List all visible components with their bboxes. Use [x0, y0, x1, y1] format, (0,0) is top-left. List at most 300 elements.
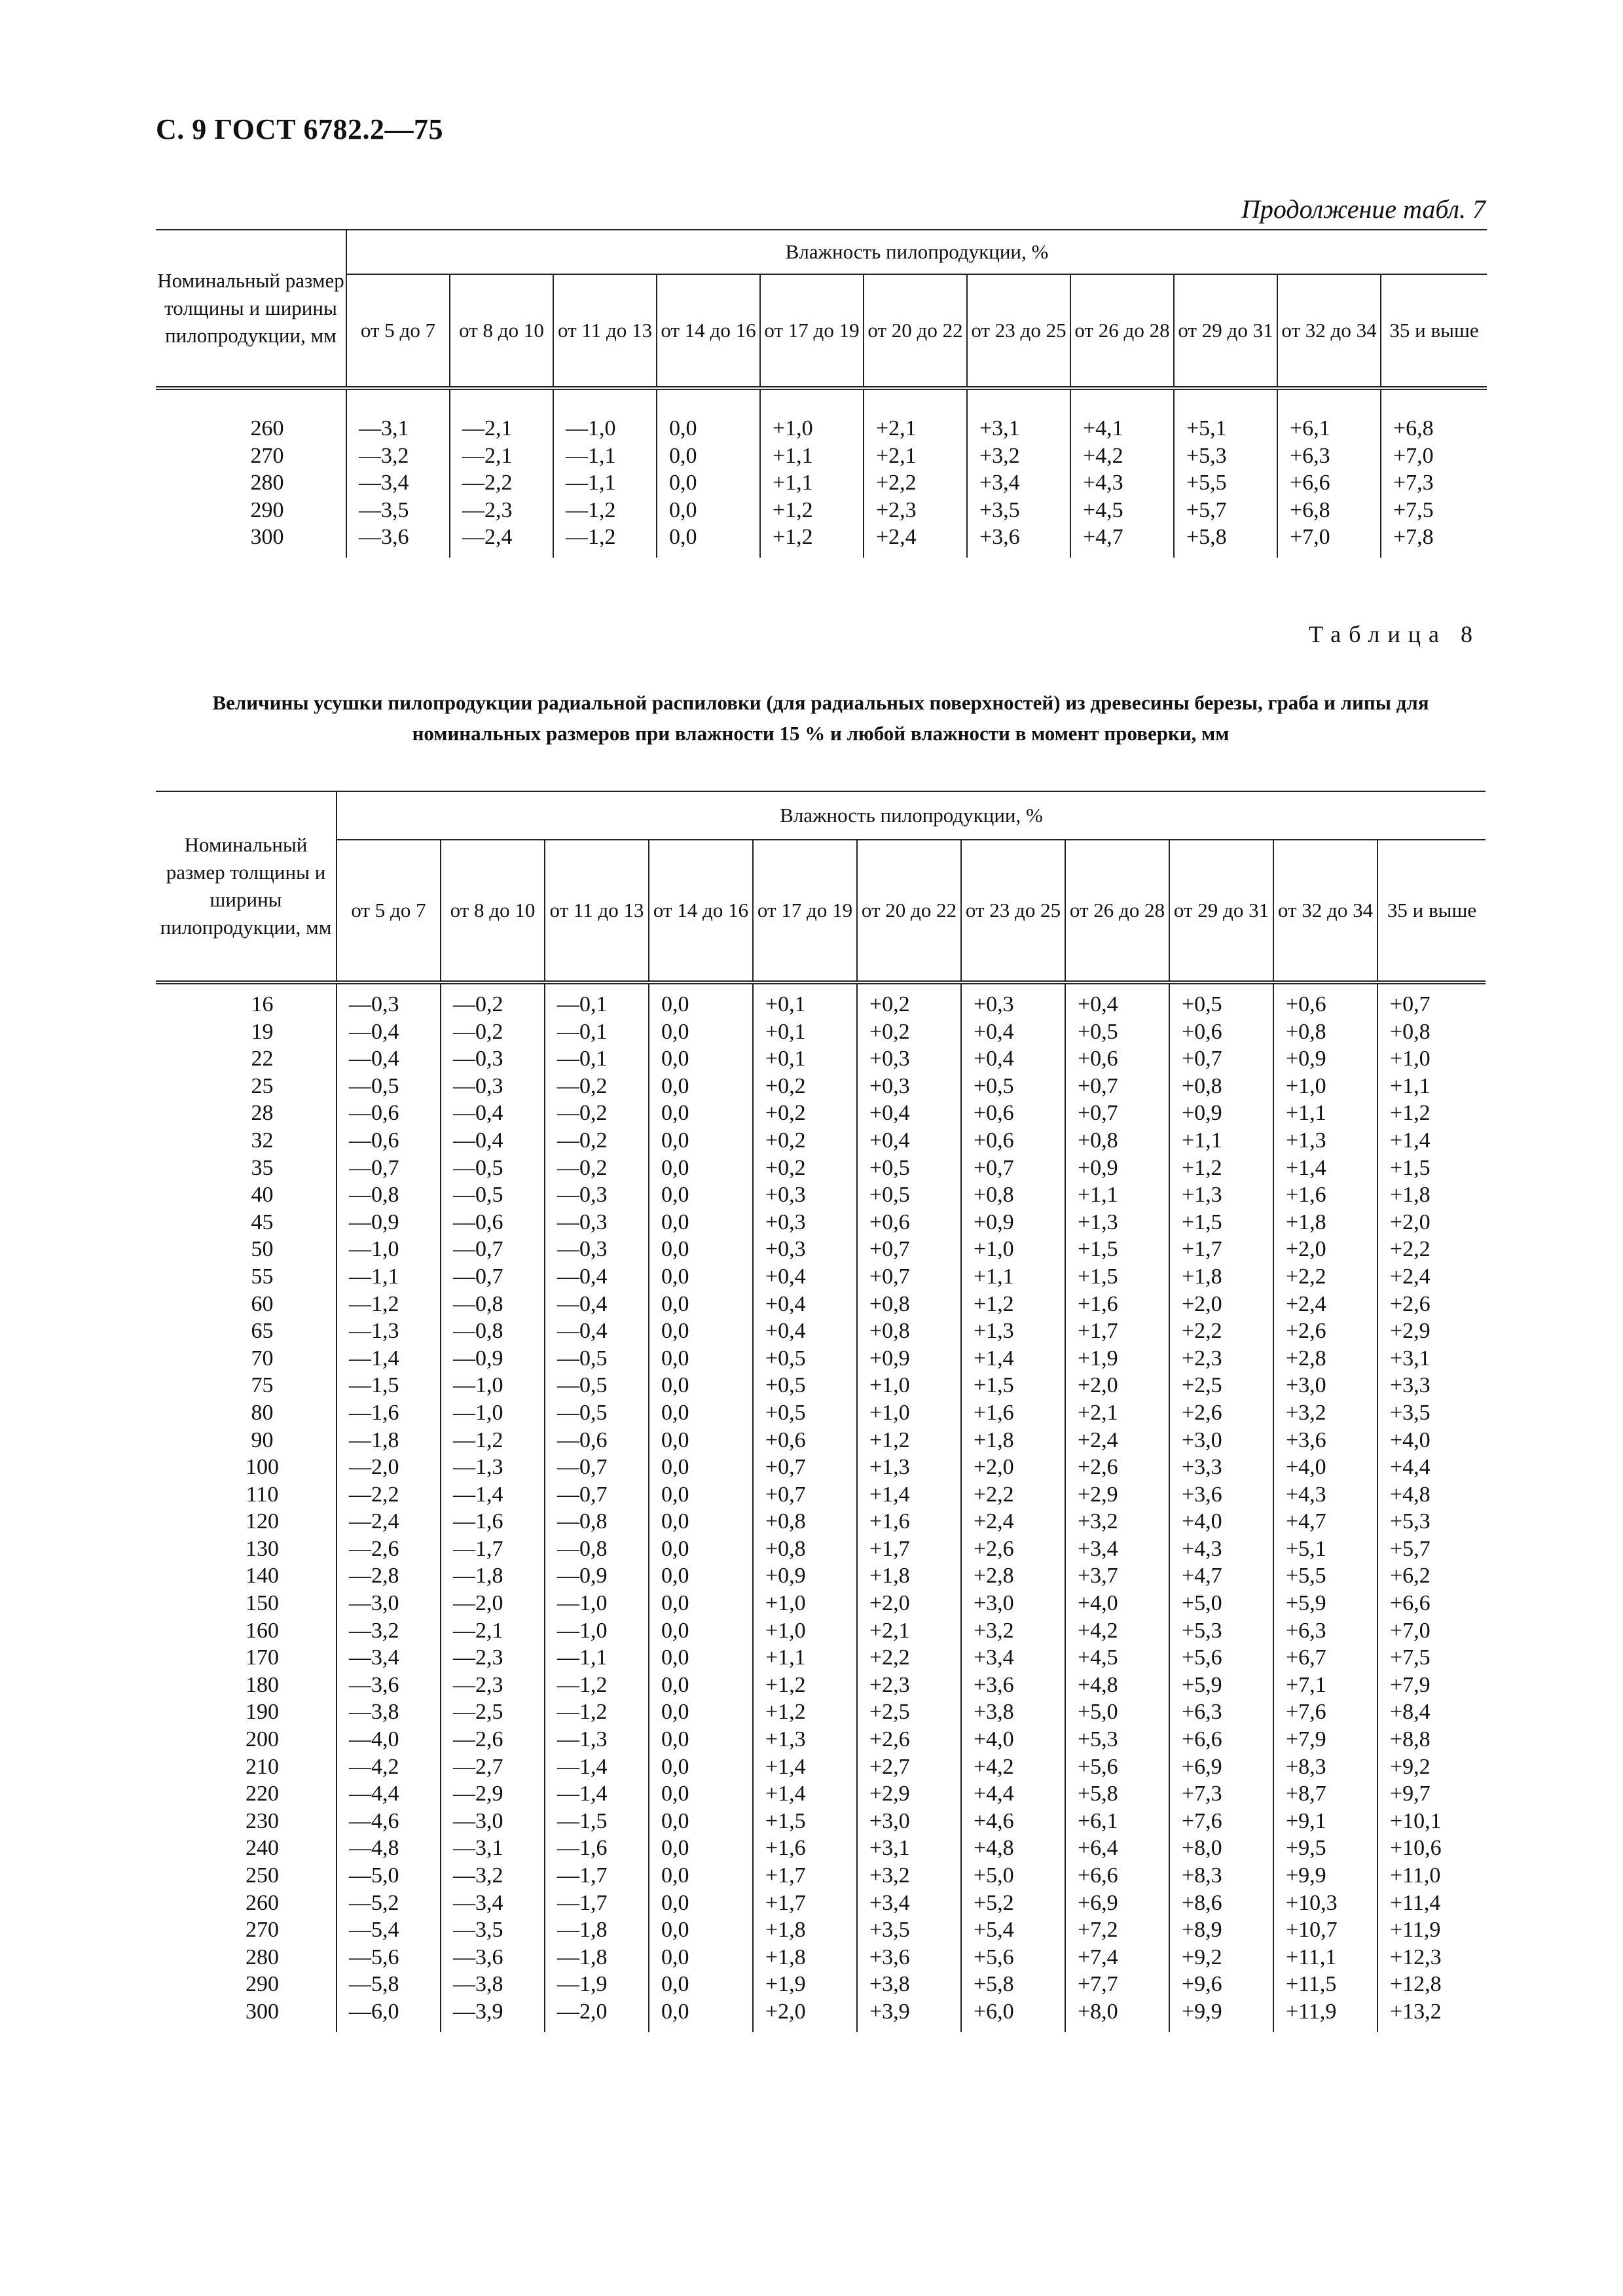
value-cell: 0,0 — [649, 1998, 753, 2026]
value-cell: 0,0 — [649, 1018, 753, 1046]
value-cell: +0,4 — [1065, 991, 1169, 1018]
size-cell: 210 — [246, 1754, 279, 1779]
value-cell: +3,6 — [961, 1672, 1065, 1699]
size-cell: 110 — [246, 1482, 279, 1507]
value-cell: —3,1 — [346, 415, 450, 442]
table7-group-header: Влажность пилопродукции, % — [346, 230, 1487, 274]
value-cell: +0,7 — [1065, 1073, 1169, 1100]
value-cell: —0,3 — [337, 991, 441, 1018]
value-cell: +4,0 — [1377, 1427, 1486, 1454]
value-cell: +0,1 — [753, 991, 857, 1018]
value-cell: —3,1 — [441, 1835, 545, 1862]
value-cell: +1,1 — [1377, 1073, 1486, 1100]
value-cell: +7,4 — [1065, 1944, 1169, 1971]
value-cell: +2,0 — [1377, 1209, 1486, 1236]
size-cell: 180 — [246, 1672, 279, 1697]
size-cell: 75 — [251, 1373, 274, 1398]
value-cell: +0,7 — [857, 1236, 961, 1263]
value-cell: +4,8 — [1065, 1672, 1169, 1699]
value-cell: +1,0 — [857, 1372, 961, 1399]
value-cell: +0,9 — [961, 1209, 1065, 1236]
value-cell: +3,6 — [1169, 1481, 1273, 1509]
value-cell: +7,2 — [1065, 1916, 1169, 1944]
value-cell: +3,1 — [857, 1835, 961, 1862]
value-cell: +4,0 — [961, 1726, 1065, 1753]
value-cell: +3,4 — [857, 1890, 961, 1917]
table-row — [156, 1372, 1486, 1399]
value-cell: —1,1 — [337, 1263, 441, 1291]
value-cell: +0,8 — [1169, 1073, 1273, 1100]
value-cell: +3,3 — [1377, 1372, 1486, 1399]
value-cell: +10,3 — [1273, 1890, 1377, 1917]
value-cell: +7,5 — [1377, 1644, 1486, 1672]
table7-spacer-row — [156, 388, 1487, 415]
value-cell: —0,2 — [441, 991, 545, 1018]
table8-column-header: от 23 до 25 — [961, 840, 1065, 982]
size-cell: 55 — [251, 1264, 274, 1289]
value-cell: +11,0 — [1377, 1862, 1486, 1890]
value-cell: +1,5 — [1065, 1263, 1169, 1291]
value-cell: —0,7 — [545, 1454, 649, 1481]
value-cell: 0,0 — [649, 1862, 753, 1890]
value-cell: 0,0 — [649, 1181, 753, 1209]
value-cell: +3,0 — [1273, 1372, 1377, 1399]
value-cell: +7,6 — [1169, 1808, 1273, 1835]
table-row — [156, 1209, 1486, 1236]
value-cell: +6,3 — [1277, 442, 1381, 470]
value-cell: +2,0 — [753, 1998, 857, 2026]
value-cell: +2,0 — [857, 1590, 961, 1617]
size-cell: 300 — [246, 1999, 279, 2024]
value-cell: +6,1 — [1065, 1808, 1169, 1835]
value-cell: +0,5 — [961, 1073, 1065, 1100]
value-cell: —1,7 — [545, 1862, 649, 1890]
size-cell: 280 — [246, 1945, 279, 1969]
value-cell: +2,4 — [1273, 1291, 1377, 1318]
value-cell: +1,5 — [961, 1372, 1065, 1399]
table-row — [156, 497, 1487, 524]
value-cell: —2,8 — [337, 1562, 441, 1590]
value-cell: +1,4 — [753, 1780, 857, 1808]
size-cell: 130 — [246, 1536, 279, 1561]
value-cell: +2,1 — [864, 442, 967, 470]
value-cell: +5,0 — [1169, 1590, 1273, 1617]
table-row — [156, 1508, 1486, 1535]
value-cell: —0,6 — [545, 1427, 649, 1454]
value-cell: —2,3 — [441, 1672, 545, 1699]
value-cell: +0,8 — [961, 1181, 1065, 1209]
value-cell: 0,0 — [649, 1209, 753, 1236]
table-row — [156, 1672, 1486, 1699]
value-cell: —5,0 — [337, 1862, 441, 1890]
value-cell: —1,6 — [545, 1835, 649, 1862]
value-cell: —1,3 — [337, 1318, 441, 1345]
value-cell: +7,0 — [1377, 1617, 1486, 1645]
value-cell: +1,1 — [753, 1644, 857, 1672]
table-row — [156, 1862, 1486, 1890]
value-cell: +0,6 — [753, 1427, 857, 1454]
value-cell: +9,6 — [1169, 1971, 1273, 1998]
value-cell: +8,0 — [1065, 1998, 1169, 2026]
table-row — [156, 1236, 1486, 1263]
table-row — [156, 1263, 1486, 1291]
value-cell: +5,6 — [961, 1944, 1065, 1971]
value-cell: —1,7 — [441, 1535, 545, 1563]
size-cell: 140 — [246, 1564, 279, 1588]
table8-body — [156, 982, 1486, 2032]
value-cell: —1,5 — [337, 1372, 441, 1399]
value-cell: +0,8 — [1377, 1018, 1486, 1046]
value-cell: 0,0 — [649, 1073, 753, 1100]
value-cell: +11,1 — [1273, 1944, 1377, 1971]
table7-column-header: от 32 до 34 — [1277, 274, 1381, 388]
value-cell: +0,7 — [1169, 1045, 1273, 1073]
value-cell: +1,8 — [857, 1562, 961, 1590]
value-cell: —3,2 — [337, 1617, 441, 1645]
value-cell: —2,3 — [450, 497, 553, 524]
value-cell: —1,8 — [337, 1427, 441, 1454]
value-cell: —0,8 — [545, 1535, 649, 1563]
table7-column-header: 35 и выше — [1381, 274, 1487, 388]
value-cell: —1,2 — [545, 1672, 649, 1699]
value-cell: +0,2 — [857, 991, 961, 1018]
size-cell: 250 — [246, 1863, 279, 1888]
value-cell: 0,0 — [649, 1508, 753, 1535]
size-cell: 290 — [250, 497, 284, 522]
value-cell: +3,5 — [857, 1916, 961, 1944]
value-cell: +1,0 — [753, 1590, 857, 1617]
value-cell: +3,9 — [857, 1998, 961, 2026]
table-row — [156, 1535, 1486, 1563]
table-row — [156, 1944, 1486, 1971]
value-cell: +3,2 — [961, 1617, 1065, 1645]
value-cell: +2,0 — [1065, 1372, 1169, 1399]
value-cell: +1,7 — [753, 1862, 857, 1890]
value-cell: +1,0 — [961, 1236, 1065, 1263]
value-cell: +5,9 — [1169, 1672, 1273, 1699]
value-cell: 0,0 — [649, 1100, 753, 1127]
value-cell: +1,2 — [857, 1427, 961, 1454]
size-cell: 240 — [246, 1836, 279, 1861]
value-cell: +8,8 — [1377, 1726, 1486, 1753]
value-cell: +2,3 — [857, 1672, 961, 1699]
table-row — [156, 1100, 1486, 1127]
value-cell: +2,5 — [1169, 1372, 1273, 1399]
value-cell: —4,8 — [337, 1835, 441, 1862]
value-cell: —0,4 — [441, 1127, 545, 1155]
value-cell: +0,8 — [1065, 1127, 1169, 1155]
value-cell: 0,0 — [649, 1726, 753, 1753]
value-cell: +1,4 — [961, 1345, 1065, 1372]
value-cell: +2,0 — [1169, 1291, 1273, 1318]
value-cell: +1,8 — [961, 1427, 1065, 1454]
table8-size-header: Номинальный размер толщины и ширины пилопродукции, мм — [156, 791, 337, 982]
value-cell: —1,7 — [545, 1890, 649, 1917]
value-cell: 0,0 — [657, 524, 760, 551]
value-cell: +0,7 — [753, 1481, 857, 1509]
value-cell: +1,5 — [1377, 1155, 1486, 1182]
value-cell: —2,3 — [441, 1644, 545, 1672]
value-cell: —0,3 — [441, 1073, 545, 1100]
value-cell: +8,3 — [1273, 1753, 1377, 1781]
value-cell: —2,4 — [337, 1508, 441, 1535]
value-cell: —2,6 — [441, 1726, 545, 1753]
value-cell: +4,7 — [1273, 1508, 1377, 1535]
value-cell: +2,8 — [961, 1562, 1065, 1590]
value-cell: +3,8 — [857, 1971, 961, 1998]
table-row — [156, 469, 1487, 497]
value-cell: +3,7 — [1065, 1562, 1169, 1590]
value-cell: +1,8 — [1169, 1263, 1273, 1291]
value-cell: 0,0 — [649, 1644, 753, 1672]
value-cell: +9,2 — [1169, 1944, 1273, 1971]
value-cell: —1,3 — [441, 1454, 545, 1481]
size-cell: 22 — [251, 1047, 274, 1071]
value-cell: —4,0 — [337, 1726, 441, 1753]
value-cell: +2,3 — [1169, 1345, 1273, 1372]
value-cell: —1,2 — [545, 1698, 649, 1726]
value-cell: +0,3 — [857, 1073, 961, 1100]
table7-bottom-pad — [156, 551, 1487, 558]
value-cell: +0,4 — [857, 1100, 961, 1127]
value-cell: +0,5 — [1169, 991, 1273, 1018]
table8-top-pad — [156, 982, 1486, 991]
value-cell: 0,0 — [649, 1291, 753, 1318]
value-cell: +0,2 — [857, 1018, 961, 1046]
value-cell: +0,9 — [753, 1562, 857, 1590]
value-cell: +5,3 — [1174, 442, 1277, 470]
value-cell: +3,0 — [961, 1590, 1065, 1617]
value-cell: —0,9 — [441, 1345, 545, 1372]
value-cell: +0,7 — [1065, 1100, 1169, 1127]
value-cell: —2,1 — [450, 442, 553, 470]
value-cell: —2,2 — [337, 1481, 441, 1509]
table7-column-header: от 11 до 13 — [553, 274, 657, 388]
value-cell: +11,4 — [1377, 1890, 1486, 1917]
value-cell: +1,1 — [1273, 1100, 1377, 1127]
value-cell: +1,4 — [1377, 1127, 1486, 1155]
table8-column-headers — [156, 840, 1486, 982]
table7-column-header: от 8 до 10 — [450, 274, 553, 388]
value-cell: +3,2 — [1065, 1508, 1169, 1535]
value-cell: +5,7 — [1377, 1535, 1486, 1563]
size-cell: 65 — [251, 1319, 274, 1344]
value-cell: +1,7 — [753, 1890, 857, 1917]
value-cell: +3,6 — [857, 1944, 961, 1971]
value-cell: +2,2 — [864, 469, 967, 497]
size-cell: 270 — [250, 443, 284, 468]
value-cell: +0,6 — [961, 1100, 1065, 1127]
value-cell: +2,1 — [864, 415, 967, 442]
value-cell: +2,6 — [961, 1535, 1065, 1563]
size-cell: 230 — [246, 1808, 279, 1833]
size-cell: 200 — [246, 1727, 279, 1752]
value-cell: +1,6 — [1273, 1181, 1377, 1209]
value-cell: —0,4 — [337, 1018, 441, 1046]
value-cell: +1,3 — [1065, 1209, 1169, 1236]
value-cell: +1,2 — [760, 524, 864, 551]
value-cell: +1,5 — [1169, 1209, 1273, 1236]
value-cell: +4,2 — [1065, 1617, 1169, 1645]
value-cell: 0,0 — [649, 1780, 753, 1808]
value-cell: —3,5 — [441, 1916, 545, 1944]
value-cell: 0,0 — [649, 1617, 753, 1645]
value-cell: —3,4 — [441, 1890, 545, 1917]
value-cell: +7,3 — [1381, 469, 1487, 497]
value-cell: —0,6 — [441, 1209, 545, 1236]
size-cell: 270 — [246, 1918, 279, 1943]
table-row — [156, 991, 1486, 1018]
value-cell: —3,4 — [337, 1644, 441, 1672]
value-cell: +0,5 — [1065, 1018, 1169, 1046]
value-cell: +2,6 — [857, 1726, 961, 1753]
table-row — [156, 1181, 1486, 1209]
size-cell: 16 — [251, 992, 274, 1016]
value-cell: +0,7 — [753, 1454, 857, 1481]
value-cell: +1,2 — [961, 1291, 1065, 1318]
value-cell: —5,6 — [337, 1944, 441, 1971]
size-cell: 300 — [250, 525, 284, 550]
value-cell: 0,0 — [649, 1263, 753, 1291]
value-cell: +4,3 — [1070, 469, 1174, 497]
value-cell: +0,8 — [857, 1318, 961, 1345]
value-cell: +1,8 — [753, 1916, 857, 1944]
value-cell: +8,0 — [1169, 1835, 1273, 1862]
value-cell: +2,2 — [961, 1481, 1065, 1509]
table-row — [156, 524, 1487, 551]
value-cell: 0,0 — [649, 1399, 753, 1427]
value-cell: —0,5 — [545, 1372, 649, 1399]
value-cell: +4,4 — [1377, 1454, 1486, 1481]
value-cell: +0,7 — [1377, 991, 1486, 1018]
value-cell: +1,8 — [753, 1944, 857, 1971]
value-cell: +2,4 — [1377, 1263, 1486, 1291]
table8-column-header: от 8 до 10 — [441, 840, 545, 982]
value-cell: +2,6 — [1273, 1318, 1377, 1345]
value-cell: +8,3 — [1169, 1862, 1273, 1890]
value-cell: +10,7 — [1273, 1916, 1377, 1944]
value-cell: —3,2 — [346, 442, 450, 470]
value-cell: +7,8 — [1381, 524, 1487, 551]
value-cell: 0,0 — [649, 1835, 753, 1862]
value-cell: +5,6 — [1169, 1644, 1273, 1672]
value-cell: +2,0 — [961, 1454, 1065, 1481]
value-cell: +2,6 — [1065, 1454, 1169, 1481]
value-cell: —2,0 — [337, 1454, 441, 1481]
value-cell: —1,0 — [553, 415, 657, 442]
value-cell: +1,0 — [1273, 1073, 1377, 1100]
value-cell: —0,5 — [337, 1073, 441, 1100]
value-cell: +7,1 — [1273, 1672, 1377, 1699]
value-cell: +4,5 — [1070, 497, 1174, 524]
value-cell: —1,0 — [545, 1617, 649, 1645]
value-cell: —4,4 — [337, 1780, 441, 1808]
size-cell: 290 — [246, 1972, 279, 1997]
value-cell: +6,9 — [1065, 1890, 1169, 1917]
value-cell: 0,0 — [649, 1345, 753, 1372]
value-cell: —2,7 — [441, 1753, 545, 1781]
table-row — [156, 1835, 1486, 1862]
value-cell: —0,8 — [441, 1318, 545, 1345]
value-cell: +9,7 — [1377, 1780, 1486, 1808]
value-cell: +0,3 — [753, 1209, 857, 1236]
value-cell: +3,6 — [1273, 1427, 1377, 1454]
value-cell: +4,7 — [1169, 1562, 1273, 1590]
table-row — [156, 1427, 1486, 1454]
size-cell: 150 — [246, 1591, 279, 1616]
value-cell: +9,9 — [1169, 1998, 1273, 2026]
value-cell: +2,4 — [961, 1508, 1065, 1535]
table-row — [156, 1291, 1486, 1318]
value-cell: —0,4 — [545, 1291, 649, 1318]
value-cell: 0,0 — [649, 1808, 753, 1835]
table7-column-header: от 5 до 7 — [346, 274, 450, 388]
value-cell: +1,2 — [1377, 1100, 1486, 1127]
value-cell: +0,4 — [857, 1127, 961, 1155]
value-cell: —0,8 — [441, 1291, 545, 1318]
table7-column-header: от 17 до 19 — [760, 274, 864, 388]
value-cell: —2,4 — [450, 524, 553, 551]
value-cell: —0,1 — [545, 1045, 649, 1073]
table8-column-header: от 20 до 22 — [857, 840, 961, 982]
value-cell: +0,4 — [753, 1318, 857, 1345]
value-cell: —1,0 — [545, 1590, 649, 1617]
table7-column-header: от 14 до 16 — [657, 274, 760, 388]
table7-body — [156, 388, 1487, 558]
value-cell: +0,3 — [753, 1181, 857, 1209]
value-cell: +3,2 — [1273, 1399, 1377, 1427]
value-cell: +10,1 — [1377, 1808, 1486, 1835]
value-cell: +2,5 — [857, 1698, 961, 1726]
value-cell: +6,1 — [1277, 415, 1381, 442]
value-cell: —2,1 — [441, 1617, 545, 1645]
value-cell: +3,6 — [967, 524, 1070, 551]
value-cell: +2,6 — [1377, 1291, 1486, 1318]
table8-column-header: от 11 до 13 — [545, 840, 649, 982]
value-cell: +0,8 — [753, 1508, 857, 1535]
table-row — [156, 1726, 1486, 1753]
value-cell: —1,1 — [553, 469, 657, 497]
value-cell: +0,5 — [857, 1181, 961, 1209]
size-cell: 19 — [251, 1019, 274, 1044]
table-row — [156, 1562, 1486, 1590]
value-cell: +4,5 — [1065, 1644, 1169, 1672]
table-row — [156, 1318, 1486, 1345]
value-cell: 0,0 — [657, 497, 760, 524]
value-cell: +7,9 — [1377, 1672, 1486, 1699]
value-cell: —2,1 — [450, 415, 553, 442]
value-cell: 0,0 — [649, 1454, 753, 1481]
value-cell: —2,6 — [337, 1535, 441, 1563]
value-cell: 0,0 — [657, 469, 760, 497]
table8-column-header: от 26 до 28 — [1065, 840, 1169, 982]
size-cell: 35 — [251, 1155, 274, 1180]
value-cell: —3,6 — [346, 524, 450, 551]
value-cell: +1,7 — [857, 1535, 961, 1563]
value-cell: +5,6 — [1065, 1753, 1169, 1781]
value-cell: +1,5 — [753, 1808, 857, 1835]
table7-column-header: от 29 до 31 — [1174, 274, 1277, 388]
table8-title: Величины усушки пилопродукции радиальной распиловки (для радиальных поверхностей) из древесины березы, граба и липы для номинальных размеров при влажности 15 % и любой влажности в момент проверки, мм — [212, 691, 1429, 745]
value-cell: +4,4 — [961, 1780, 1065, 1808]
value-cell: +5,8 — [961, 1971, 1065, 1998]
value-cell: —0,5 — [545, 1399, 649, 1427]
value-cell: +8,6 — [1169, 1890, 1273, 1917]
value-cell: +3,3 — [1169, 1454, 1273, 1481]
value-cell: +2,8 — [1273, 1345, 1377, 1372]
value-cell: 0,0 — [649, 1318, 753, 1345]
value-cell: —0,1 — [545, 991, 649, 1018]
